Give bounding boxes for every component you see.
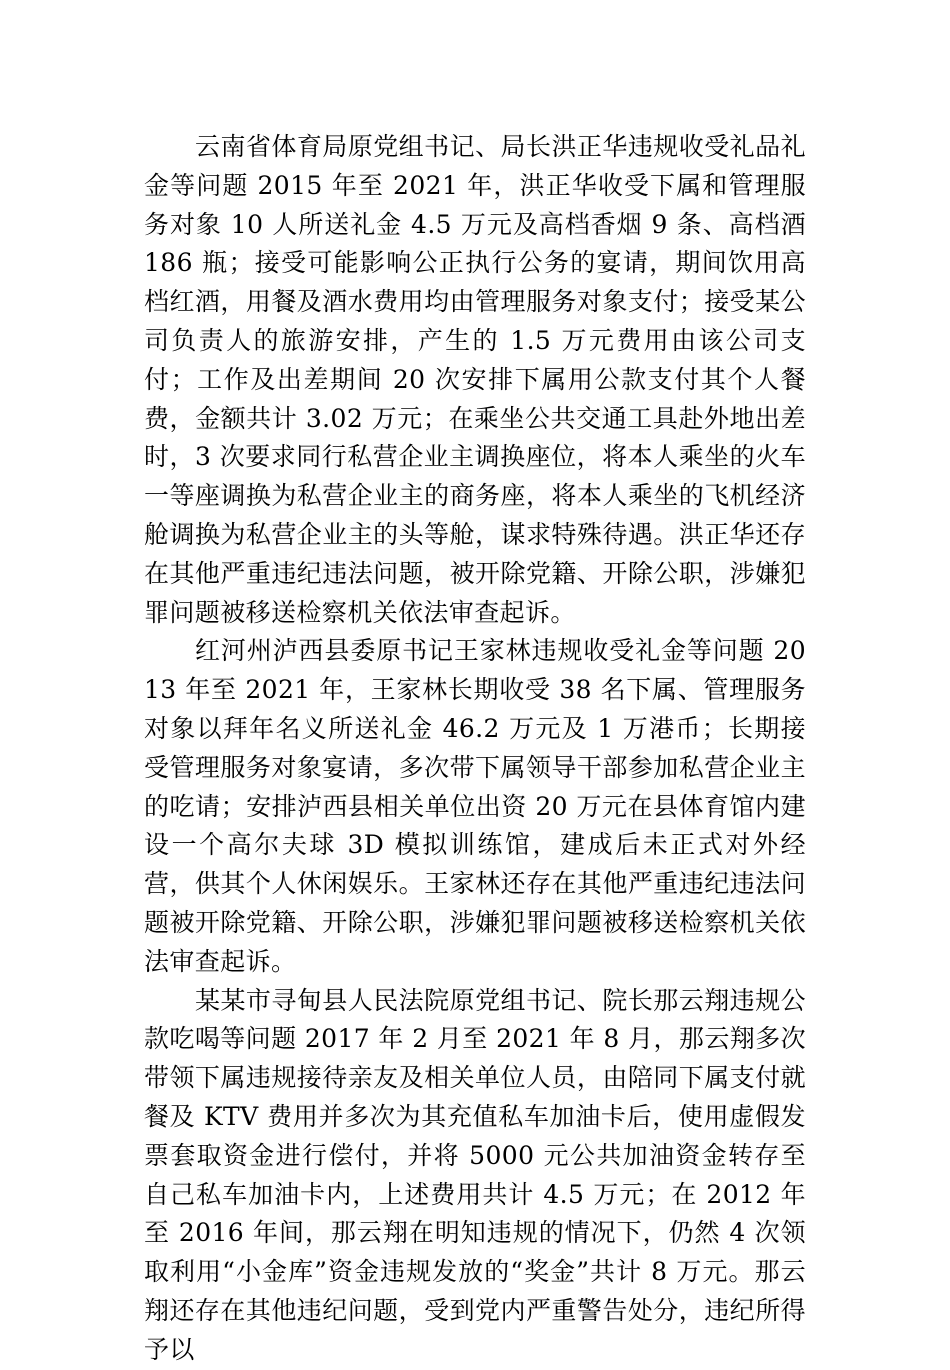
paragraph-na-yunxiang: 某某市寻甸县人民法院原党组书记、院长那云翔违规公款吃喝等问题 2017 年 2 月至 2021 年 8 月，那云翔多次带领下属违规接待亲友及相关单位人员，由陪同下属支付就餐及 KTV 费用并多次为其充值私车加油卡后，使用虚假发票套取资金进行偿付，并将 5000 元公共加油资金转存至自己私车加油卡内，上述费用共计 4.5 万元；在 2012 年至 2016 年间，那云翔在明知违规的情况下，仍然 4 次领取利用“小金库”资金违规发放的“奖金”共计 8 万元。那云翔还存在其他违纪问题，受到党内严重警告处分，违纪所得予以 bbox=[144, 985, 806, 1364]
paragraph-wang-jialin: 红河州泸西县委原书记王家林违规收受礼金等问题 2013 年至 2021 年，王家林长期收受 38 名下属、管理服务对象以拜年名义所送礼金 46.2 万元及 1 万港币；长期接受管理服务对象宴请，多次带下属领导干部参加私营企业主的吃请；安排泸西县相关单位出资 20 万元在县体育馆内建设一个高尔夫球 3D 模拟训练馆，建成后未正式对外经营，供其个人休闲娱乐。王家林还存在其他严重违纪违法问题被开除党籍、开除公职，涉嫌犯罪问题被移送检察机关依法审查起诉。 bbox=[144, 636, 806, 976]
document-body bbox=[144, 128, 806, 1370]
paragraph-hong-zhenghua: 云南省体育局原党组书记、局长洪正华违规收受礼品礼金等问题 2015 年至 2021 年，洪正华收受下属和管理服务对象 10 人所送礼金 4.5 万元及高档香烟 9 条、高档酒 186 瓶；接受可能影响公正执行公务的宴请，期间饮用高档红酒，用餐及酒水费用均由管理服务对象支付；接受某公司负责人的旅游安排，产生的 1.5 万元费用由该公司支付；工作及出差期间 20 次安排下属用公款支付其个人餐费，金额共计 3.02 万元；在乘坐公共交通工具赴外地出差时，3 次要求同行私营企业主调换座位，将本人乘坐的火车一等座调换为私营企业主的商务座，将本人乘坐的飞机经济舱调换为私营企业主的头等舱，谋求特殊待遇。洪正华还存在其他严重违纪违法问题，被开除党籍、开除公职，涉嫌犯罪问题被移送检察机关依法审查起诉。 bbox=[144, 132, 806, 627]
